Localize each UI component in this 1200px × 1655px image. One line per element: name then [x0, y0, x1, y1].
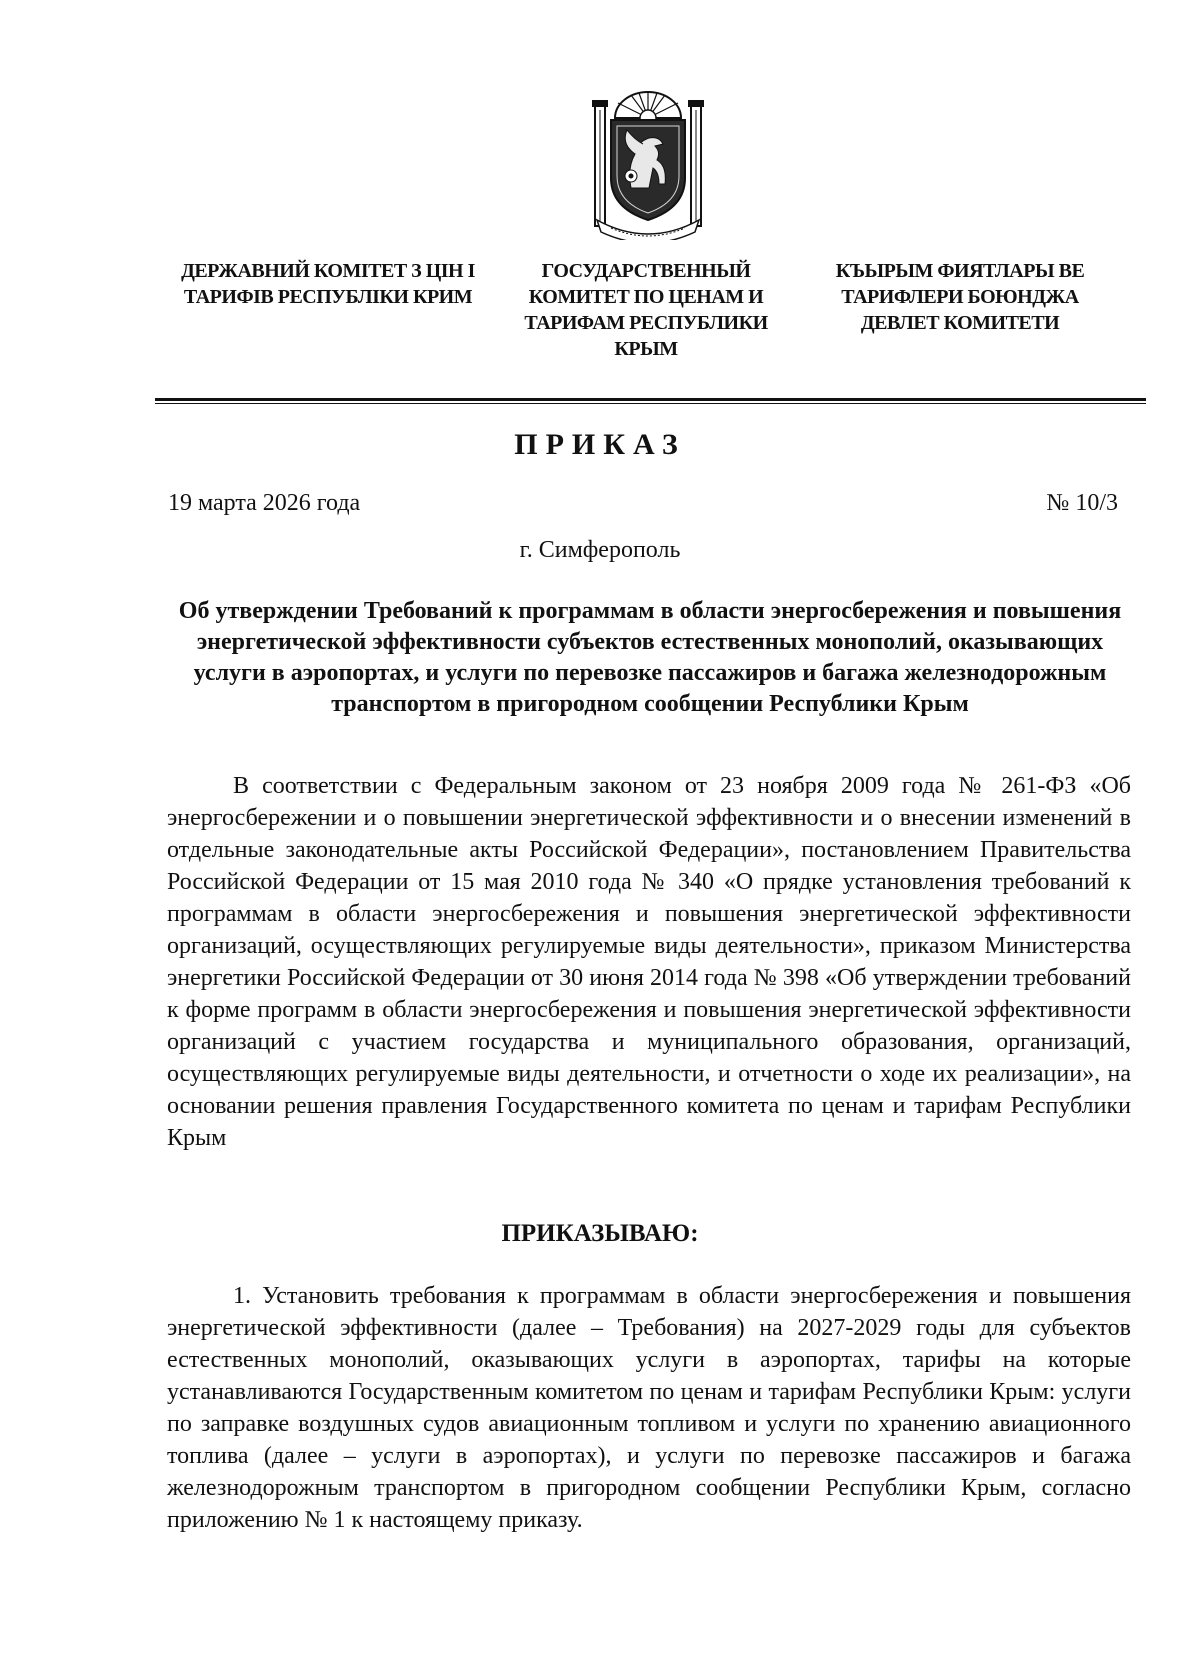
header-divider-thin: [155, 403, 1146, 404]
header-russian: ГОСУДАРСТВЕННЫЙ КОМИТЕТ ПО ЦЕНАМ И ТАРИФАМ РЕСПУБЛИКИ КРЫМ: [524, 260, 768, 360]
header-block: [0, 258, 1200, 378]
header-divider: [155, 398, 1146, 401]
order-date: 19 марта 2026 года: [168, 490, 361, 516]
header-crimean-tatar: КЪЫРЫМ ФИЯТЛАРЫ ВЕ ТАРИФЛЕРИ БОЮНДЖА ДЕВЛЕТ КОМИТЕТИ: [835, 260, 1085, 334]
order-item-1: 1. Установить требования к программам в области энергосбережения и повышения энергетической эффективности (далее – Требования) на 2027-2029 годы для субъектов естественных монополий, оказывающих услуги в аэропортах, тарифы на которые устанавливаются Государственным комитетом по ценам и тарифам Республики Крым: услуги по заправке воздушных судов авиационным топливом и услуги по хранению авиационного топлива (далее – услуги в аэропортах), и услуги по перевозке пассажиров и багажа железнодорожным транспортом в пригородном сообщении Республики Крым, согласно приложению № 1 к настоящему приказу.: [167, 1283, 1131, 1533]
orders-heading: ПРИКАЗЫВАЮ:: [501, 1220, 699, 1247]
header-ukrainian: ДЕРЖАВНИЙ КОМІТЕТ З ЦІН І ТАРИФІВ РЕСПУБЛІКИ КРИМ: [181, 260, 475, 308]
crimea-coat-of-arms-icon: [591, 88, 705, 240]
order-title: ПРИКАЗ: [514, 428, 686, 461]
order-city: г. Симферополь: [519, 537, 681, 563]
preamble-paragraph: В соответствии с Федеральным законом от 23 ноября 2009 года № 261-ФЗ «Об энергосбережении и о повышении энергетической эффективности и о внесении изменений в отдельные законодательные акты Российской Федерации», постановлением Правительства Российской Федерации от 15 мая 2010 года № 340 «О прядке установления требований к программам в области энергосбережения и повышения энергетической эффективности организаций, осуществляющих регулируемые виды деятельности», приказом Министерства энергетики Российской Федерации от 30 июня 2014 года № 398 «Об утверждении требований к форме программ в области энергосбережения и повышения энергетической эффективности организаций с участием государства и муниципального образования, организаций, осуществляющих регулируемые виды деятельности, и отчетности о ходе их реализации», на основании решения правления Государственного комитета по ценам и тарифам Республики Крым: [167, 773, 1131, 1151]
order-number: № 10/3: [1046, 490, 1118, 516]
order-subject: Об утверждении Требований к программам в области энергосбережения и повышения энергетической эффективности субъектов естественных монополий, оказывающих услуги в аэропортах, и услуги по перевозке пассажиров и багажа железнодорожным транспортом в пригородном сообщении Республики Крым: [178, 598, 1122, 717]
